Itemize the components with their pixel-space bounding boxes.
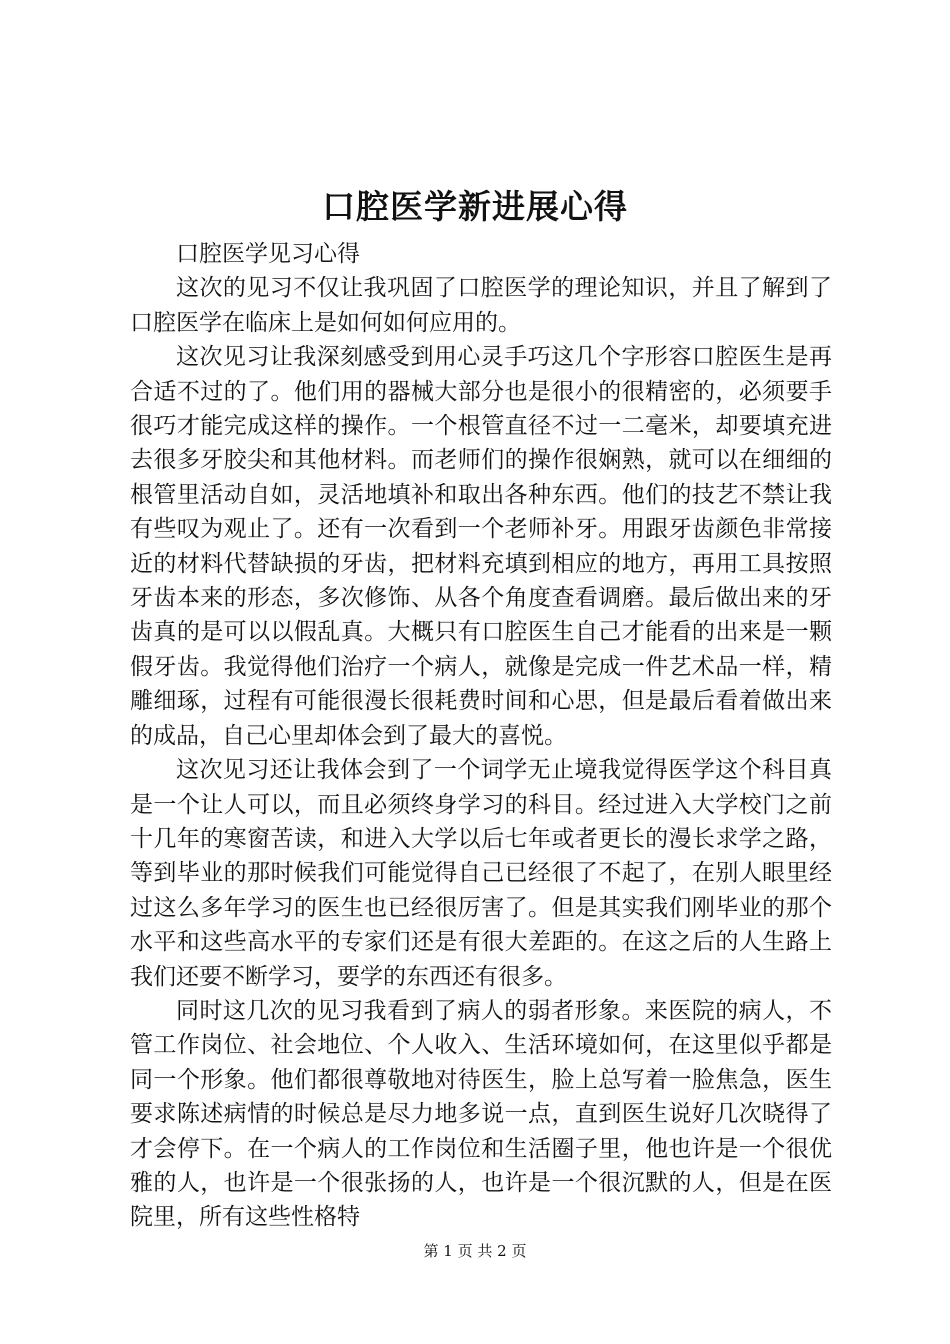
document-body	[130, 237, 832, 1235]
document-title: 口腔医学新进展心得	[322, 187, 628, 226]
paragraph: 这次见习还让我体会到了一个词学无止境我觉得医学这个科目真是一个让人可以，而且必须终身学习的科目。经过进入大学校门之前十几年的寒窗苦读，和进入大学以后七年或者更长的漫长求学之路，等到毕业的那时候我们可能觉得自己已经很了不起了，在别人眼里经过这么多年学习的医生也已经很厉害了。但是其实我们刚毕业的那个水平和这些高水平的专家们还是有很大差距的。在这之后的人生路上我们还要不断学习，要学的东西还有很多。	[130, 757, 832, 990]
paragraph: 这次见习让我深刻感受到用心灵手巧这几个字形容口腔医生是再合适不过的了。他们用的器械大部分也是很小的很精密的，必须要手很巧才能完成这样的操作。一个根管直径不过一二毫米，却要填充进去很多牙胶尖和其他材料。而老师们的操作很娴熟，就可以在细细的根管里活动自如，灵活地填补和取出各种东西。他们的技艺不禁让我有些叹为观止了。还有一次看到一个老师补牙。用跟牙齿颜色非常接近的材料代替缺损的牙齿，把材料充填到相应的地方，再用工具按照牙齿本来的形态，多次修饰、从各个角度查看调磨。最后做出来的牙齿真的是可以以假乱真。大概只有口腔医生自己才能看的出来是一颗假牙齿。我觉得他们治疗一个病人，就像是完成一件艺术品一样，精雕细琢，过程有可能很漫长很耗费时间和心思，但是最后看着做出来的成品，自己心里却体会到了最大的喜悦。	[130, 344, 832, 749]
paragraph-subtitle: 口腔医学见习心得	[176, 241, 360, 267]
paragraph: 同时这几次的见习我看到了病人的弱者形象。来医院的病人，不管工作岗位、社会地位、个人收入、生活环境如何，在这里似乎都是同一个形象。他们都很尊敬地对待医生，脸上总写着一脸焦急，医生要求陈述病情的时候总是尽力地多说一点，直到医生说好几次晓得了才会停下。在一个病人的工作岗位和生活圈子里，他也许是一个很优雅的人，也许是一个很张扬的人，也许是一个很沉默的人，但是在医院里，所有这些性格特	[130, 997, 832, 1231]
page-number-footer: 第 1 页 共 2 页	[423, 1242, 527, 1260]
paragraph: 这次的见习不仅让我巩固了口腔医学的理论知识，并且了解到了口腔医学在临床上是如何如何应用的。	[130, 275, 832, 336]
